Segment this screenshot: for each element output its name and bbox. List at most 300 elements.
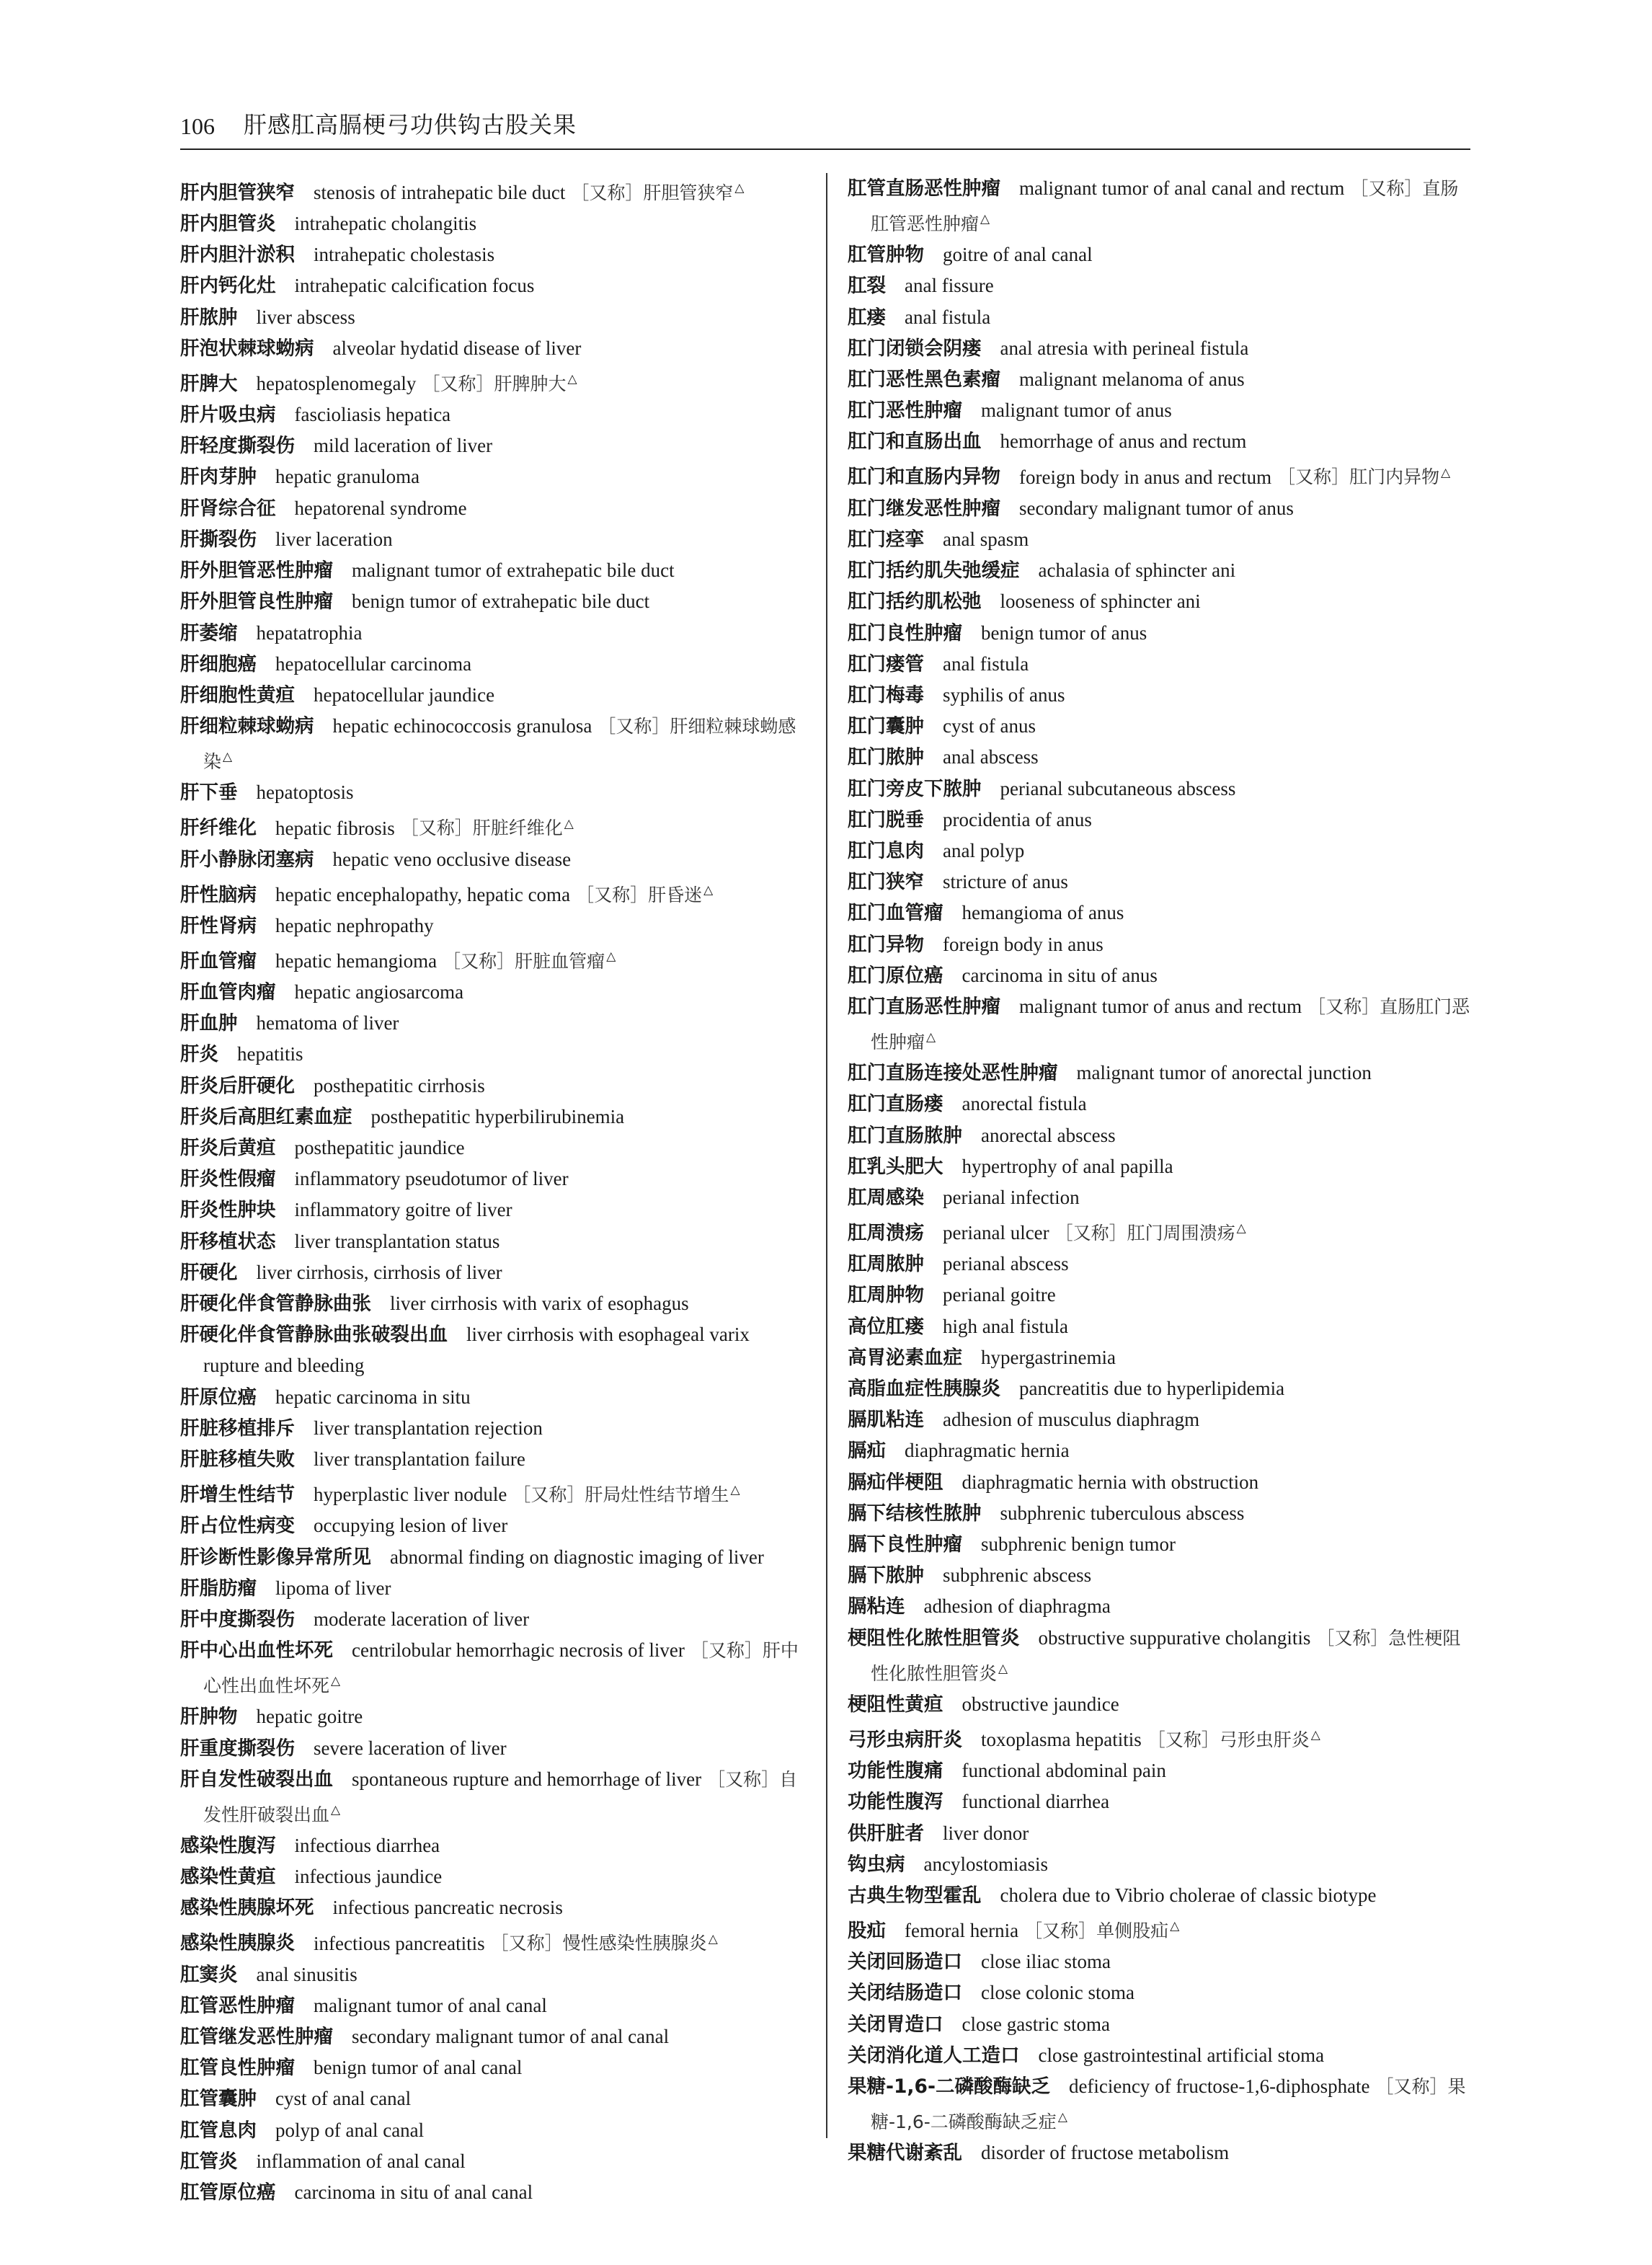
entry-english-term: infectious jaundice	[294, 1866, 443, 1888]
entry-english-term: close colonic stoma	[981, 1982, 1134, 2004]
glossary-entry	[848, 1689, 1475, 1720]
entry-chinese-term: 肛门和直肠出血	[848, 430, 982, 453]
entry-english-term: hematoma of liver	[256, 1012, 399, 1034]
entry-english-term: cyst of anus	[943, 715, 1036, 737]
entry-chinese-term: 肛门梅毒	[848, 683, 924, 706]
entry-chinese-term: 关闭消化道人工造口	[848, 2044, 1020, 2067]
entry-chinese-term: 肝外胆管恶性肿瘤	[180, 559, 333, 582]
glossary-entry	[180, 2177, 807, 2208]
entry-chinese-term: 感染性胰腺炎	[180, 1932, 295, 1955]
entry-chinese-term: 肝脓肿	[180, 306, 238, 329]
entry-alias: ［又称］自发性肝破裂出血	[203, 1768, 798, 1825]
triangle-mark-icon: △	[1236, 1221, 1246, 1236]
entry-alias: ［又称］肛门周围溃疡	[1054, 1223, 1235, 1244]
glossary-entry	[848, 1977, 1475, 2008]
glossary-entry	[180, 910, 807, 941]
entry-english-term: hyperplastic liver nodule	[314, 1484, 507, 1506]
entry-alias: ［又称］果糖-1,6-二磷酸酶缺乏症	[871, 2075, 1466, 2133]
entry-chinese-term: 肝原位癌	[180, 1386, 257, 1409]
entry-chinese-term: 肝轻度撕裂伤	[180, 435, 295, 458]
entry-chinese-term: 肝炎后肝硬化	[180, 1074, 295, 1097]
entry-alias: ［又称］急性梗阻性化脓性胆管炎	[871, 1627, 1461, 1684]
glossary-entry	[848, 1849, 1475, 1880]
glossary-entry	[180, 1226, 807, 1257]
entry-chinese-term: 钩虫病	[848, 1853, 905, 1876]
entry-english-term: close gastric stoma	[962, 2013, 1110, 2035]
entry-english-term: goitre of anal canal	[943, 244, 1093, 266]
entry-chinese-term: 肛周溃疡	[848, 1222, 924, 1245]
glossary-entry	[180, 1382, 807, 1413]
glossary-entry	[180, 2115, 807, 2146]
entry-chinese-term: 肛窦炎	[180, 1963, 238, 1986]
glossary-entry	[848, 1529, 1475, 1560]
entry-chinese-term: 古典生物型霍乱	[848, 1884, 982, 1907]
left-column	[180, 173, 807, 2208]
entry-alias: ［又称］肝细粒棘球蚴感染	[203, 716, 796, 773]
entry-english-term: alveolar hydatid disease of liver	[332, 337, 582, 359]
glossary-entry	[848, 1591, 1475, 1622]
entry-english-term: hepatic nephropathy	[275, 914, 434, 936]
glossary-entry	[180, 524, 807, 555]
glossary-entry	[180, 1861, 807, 1892]
glossary-entry	[180, 1510, 807, 1541]
entry-chinese-term: 肝硬化伴食管静脉曲张	[180, 1293, 371, 1316]
entry-chinese-term: 梗阻性化脓性胆管炎	[848, 1626, 1020, 1649]
glossary-entry	[180, 302, 807, 333]
entry-english-term: liver cirrhosis with esophageal varix rupture and bleeding	[203, 1324, 750, 1377]
entry-english-term: hepatic angiosarcoma	[294, 981, 464, 1003]
entry-english-term: foreign body in anus and rectum	[1019, 466, 1272, 488]
glossary-entry	[180, 208, 807, 239]
glossary-entry	[180, 1194, 807, 1225]
entry-english-term: disorder of fructose metabolism	[981, 2142, 1230, 2164]
glossary-entry	[180, 1288, 807, 1319]
entry-english-term: liver transplantation failure	[314, 1448, 525, 1471]
glossary-entry	[848, 1911, 1475, 1946]
entry-english-term: anal abscess	[943, 746, 1039, 768]
entry-english-term: close gastrointestinal artificial stoma	[1038, 2044, 1325, 2066]
entry-chinese-term: 肝移植状态	[180, 1230, 276, 1253]
glossary-entry	[848, 586, 1475, 617]
entry-english-term: cholera due to Vibrio cholerae of classic biotype	[1000, 1884, 1377, 1906]
entry-chinese-term: 肝细胞性黄疸	[180, 683, 295, 706]
entry-chinese-term: 肛门直肠连接处恶性肿瘤	[848, 1062, 1058, 1085]
entry-english-term: subphrenic benign tumor	[981, 1533, 1176, 1556]
entry-english-term: malignant tumor of anorectal junction	[1076, 1062, 1372, 1084]
glossary-entry	[848, 1151, 1475, 1182]
glossary-entry	[180, 1604, 807, 1635]
entry-alias: ［又称］弓形虫肝炎	[1147, 1729, 1310, 1750]
entry-chinese-term: 肛门囊肿	[848, 715, 924, 738]
page-header	[180, 107, 1470, 150]
entry-english-term: intrahepatic calcification focus	[294, 275, 535, 297]
glossary-entry	[848, 1342, 1475, 1373]
glossary-entry	[180, 1892, 807, 1923]
glossary-entry	[848, 1435, 1475, 1466]
entry-chinese-term: 肝脏移植失败	[180, 1448, 295, 1471]
entry-english-term: hypertrophy of anal papilla	[962, 1155, 1173, 1177]
entry-chinese-term: 膈下脓肿	[848, 1564, 924, 1587]
entry-chinese-term: 膈下良性肿瘤	[848, 1533, 962, 1556]
glossary-entry	[180, 1542, 807, 1573]
triangle-mark-icon: △	[730, 1483, 740, 1498]
entry-english-term: carcinoma in situ of anal canal	[294, 2181, 533, 2204]
glossary-entry	[848, 1786, 1475, 1817]
entry-english-term: liver abscess	[256, 306, 355, 328]
entry-chinese-term: 肝炎后黄疸	[180, 1137, 276, 1160]
entry-chinese-term: 肝重度撕裂伤	[180, 1737, 295, 1760]
glossary-entry	[848, 1058, 1475, 1089]
entry-chinese-term: 感染性腹泻	[180, 1835, 276, 1858]
entry-english-term: deficiency of fructose-1,6-diphosphate	[1068, 2075, 1370, 2097]
glossary-entry	[848, 1249, 1475, 1280]
glossary-entry	[848, 774, 1475, 805]
glossary-entry	[848, 426, 1475, 457]
entry-english-term: liver transplantation status	[294, 1230, 500, 1252]
entry-english-term: benign tumor of anal canal	[314, 2057, 523, 2079]
glossary-entry	[180, 461, 807, 492]
entry-english-term: anorectal fistula	[962, 1093, 1087, 1115]
entry-chinese-term: 肛门旁皮下脓肿	[848, 777, 982, 800]
glossary-entry	[180, 1924, 807, 1959]
glossary-entry	[848, 2040, 1475, 2071]
entry-chinese-term: 肝内胆管炎	[180, 213, 276, 236]
glossary-entry	[180, 430, 807, 461]
column-divider	[826, 173, 827, 2138]
glossary-entry	[180, 2146, 807, 2177]
entry-english-term: malignant tumor of anal canal and rectum	[1019, 177, 1345, 199]
glossary-entry	[848, 1404, 1475, 1435]
entry-alias: ［又称］肝脏纤维化	[400, 817, 563, 839]
entry-english-term: liver donor	[943, 1822, 1029, 1844]
entry-chinese-term: 肝硬化伴食管静脉曲张破裂出血	[180, 1324, 448, 1347]
entry-alias: ［又称］肝中心性出血性坏死	[203, 1640, 799, 1697]
entry-chinese-term: 肝脾大	[180, 372, 238, 395]
glossary-entry	[848, 1560, 1475, 1591]
entry-english-term: functional abdominal pain	[962, 1760, 1166, 1782]
entry-alias: ［又称］肝胆管狭窄	[571, 182, 734, 203]
entry-chinese-term: 感染性黄疸	[180, 1866, 276, 1889]
glossary-entry	[180, 1039, 807, 1070]
entry-chinese-term: 功能性腹痛	[848, 1760, 943, 1783]
entry-chinese-term: 肛门脱垂	[848, 808, 924, 831]
entry-chinese-term: 肛裂	[848, 275, 886, 298]
glossary-entry	[848, 1880, 1475, 1911]
entry-english-term: perianal ulcer	[943, 1222, 1049, 1244]
entry-chinese-term: 肛门直肠恶性肿瘤	[848, 995, 1000, 1018]
entry-english-term: liver cirrhosis, cirrhosis of liver	[256, 1261, 502, 1283]
triangle-mark-icon: △	[998, 1661, 1008, 1676]
entry-chinese-term: 肝性脑病	[180, 883, 257, 906]
entry-chinese-term: 肛周脓肿	[848, 1253, 924, 1276]
entry-english-term: hepatic granuloma	[275, 466, 420, 488]
entry-chinese-term: 肝下垂	[180, 781, 238, 805]
entry-chinese-term: 股疝	[848, 1919, 886, 1942]
entry-english-term: posthepatitic hyperbilirubinemia	[370, 1105, 625, 1127]
entry-chinese-term: 弓形虫病肝炎	[848, 1728, 962, 1751]
entry-alias: ［又称］肝局灶性结节增生	[512, 1484, 729, 1506]
entry-english-term: malignant tumor of anal canal	[314, 1994, 547, 2016]
glossary-entry	[848, 555, 1475, 586]
entry-chinese-term: 肛门异物	[848, 933, 924, 956]
entry-chinese-term: 肝占位性病变	[180, 1515, 295, 1538]
entry-english-term: inflammatory pseudotumor of liver	[294, 1168, 569, 1190]
entry-chinese-term: 膈疝伴梗阻	[848, 1471, 943, 1494]
triangle-mark-icon: △	[1310, 1728, 1320, 1743]
entry-english-term: perianal subcutaneous abscess	[1000, 777, 1236, 799]
entry-english-term: subphrenic tuberculous abscess	[1000, 1502, 1245, 1524]
entry-chinese-term: 梗阻性黄疸	[848, 1693, 943, 1716]
entry-chinese-term: 肛管良性肿瘤	[180, 2057, 295, 2080]
entry-chinese-term: 肝性肾病	[180, 914, 257, 937]
entry-chinese-term: 肛管囊肿	[180, 2088, 257, 2111]
entry-english-term: liver cirrhosis with varix of esophagus	[390, 1293, 689, 1315]
entry-chinese-term: 果糖-1,6-二磷酸酶缺乏	[848, 2075, 1050, 2098]
entry-chinese-term: 肛管直肠恶性肿瘤	[848, 177, 1000, 200]
entry-english-term: benign tumor of extrahepatic bile duct	[352, 590, 650, 613]
entry-english-term: hemorrhage of anus and rectum	[1000, 430, 1247, 453]
entry-english-term: femoral hernia	[905, 1919, 1019, 1941]
entry-english-term: perianal infection	[943, 1186, 1080, 1208]
glossary-entry	[848, 270, 1475, 301]
entry-chinese-term: 肛门直肠瘘	[848, 1093, 943, 1116]
entry-chinese-term: 肛管继发恶性肿瘤	[180, 2026, 333, 2049]
entry-english-term: obstructive suppurative cholangitis	[1038, 1626, 1311, 1649]
glossary-entry	[180, 2083, 807, 2114]
entry-chinese-term: 肛门恶性肿瘤	[848, 399, 962, 422]
entry-english-term: hypergastrinemia	[981, 1346, 1116, 1368]
entry-english-term: infectious pancreatic necrosis	[332, 1897, 563, 1919]
glossary-entry	[848, 1280, 1475, 1311]
entry-chinese-term: 肝肿物	[180, 1706, 238, 1729]
glossary-entry	[180, 2021, 807, 2052]
glossary-entry	[848, 333, 1475, 364]
glossary-entry	[848, 1498, 1475, 1529]
glossary-entry	[180, 618, 807, 649]
glossary-entry	[848, 524, 1475, 555]
glossary-entry	[848, 1120, 1475, 1151]
glossary-entry	[848, 2137, 1475, 2168]
entry-chinese-term: 肝细粒棘球蚴病	[180, 715, 314, 738]
entry-chinese-term: 肝炎后高胆红素血症	[180, 1105, 352, 1128]
entry-chinese-term: 肝内胆管狭窄	[180, 181, 295, 204]
glossary-entry	[180, 1635, 807, 1701]
entry-chinese-term: 关闭结肠造口	[848, 1982, 962, 2005]
triangle-mark-icon: △	[606, 949, 616, 965]
glossary-entry	[848, 364, 1475, 395]
glossary-entry	[848, 1213, 1475, 1249]
entry-chinese-term: 肛门恶性黑色素瘤	[848, 368, 1000, 391]
entry-english-term: centrilobular hemorrhagic necrosis of liver	[352, 1639, 685, 1662]
entry-english-term: hepatosplenomegaly	[256, 372, 417, 394]
glossary-entry	[180, 364, 807, 399]
entry-english-term: spontaneous rupture and hemorrhage of liver	[352, 1768, 702, 1790]
entry-english-term: inflammation of anal canal	[256, 2150, 466, 2172]
glossary-entry	[180, 844, 807, 875]
entry-chinese-term: 高脂血症性胰腺炎	[848, 1378, 1000, 1401]
entry-english-term: hemangioma of anus	[962, 902, 1124, 924]
triangle-mark-icon: △	[1441, 465, 1451, 480]
entry-english-term: anal atresia with perineal fistula	[1000, 337, 1249, 359]
entry-english-term: moderate laceration of liver	[314, 1608, 530, 1630]
entry-chinese-term: 肝自发性破裂出血	[180, 1768, 333, 1791]
entry-english-term: stricture of anus	[943, 871, 1068, 893]
entry-english-term: looseness of sphincter ani	[1000, 590, 1201, 613]
entry-chinese-term: 高位肛瘘	[848, 1315, 924, 1338]
entry-english-term: anorectal abscess	[981, 1124, 1116, 1146]
glossary-entry	[180, 1102, 807, 1132]
entry-chinese-term: 肝血管肉瘤	[180, 981, 276, 1004]
glossary-entry	[180, 809, 807, 844]
entry-english-term: hepatatrophia	[256, 621, 363, 644]
entry-english-term: diaphragmatic hernia with obstruction	[962, 1471, 1259, 1493]
entry-english-term: subphrenic abscess	[943, 1564, 1092, 1587]
entry-english-term: mild laceration of liver	[314, 435, 493, 457]
entry-english-term: lipoma of liver	[275, 1577, 391, 1599]
entry-english-term: hepatocellular carcinoma	[275, 652, 472, 675]
entry-english-term: perianal goitre	[943, 1284, 1056, 1306]
entry-alias: ［又称］直肠肛管恶性肿瘤	[871, 178, 1459, 235]
entry-english-term: anal spasm	[943, 528, 1029, 550]
entry-chinese-term: 肛门括约肌松弛	[848, 590, 982, 613]
entry-alias: ［又称］肝脾肿大	[422, 373, 567, 394]
glossary-entry	[180, 1959, 807, 1990]
entry-english-term: diaphragmatic hernia	[905, 1440, 1070, 1462]
entry-alias: ［又称］肝脏血管瘤	[443, 950, 605, 972]
glossary-entry	[180, 1163, 807, 1194]
entry-chinese-term: 膈下结核性脓肿	[848, 1502, 982, 1525]
glossary-entry	[180, 1830, 807, 1861]
entry-english-term: pancreatitis due to hyperlipidemia	[1019, 1378, 1285, 1400]
glossary-entry	[848, 991, 1475, 1058]
entry-english-term: hepatoptosis	[256, 781, 354, 804]
entry-english-term: intrahepatic cholestasis	[314, 244, 495, 266]
entry-english-term: toxoplasma hepatitis	[981, 1728, 1142, 1750]
entry-chinese-term: 功能性腹泻	[848, 1791, 943, 1814]
entry-english-term: hepatorenal syndrome	[294, 497, 467, 519]
entry-english-term: procidentia of anus	[943, 808, 1092, 830]
entry-chinese-term: 肝炎	[180, 1043, 218, 1066]
entry-chinese-term: 肛门括约肌失弛缓症	[848, 559, 1020, 582]
glossary-entry	[848, 618, 1475, 649]
glossary-entry	[180, 1132, 807, 1163]
glossary-entry	[180, 2052, 807, 2083]
running-title: 肝感肛高膈梗弓功供钩古股关果	[244, 111, 577, 138]
glossary-entry	[848, 1946, 1475, 1977]
glossary-entry	[848, 835, 1475, 866]
entry-chinese-term: 肝炎性假瘤	[180, 1168, 276, 1191]
entry-english-term: malignant tumor of anus and rectum	[1019, 995, 1302, 1017]
entry-chinese-term: 肛门息肉	[848, 839, 924, 862]
entry-english-term: hepatic goitre	[256, 1706, 363, 1728]
entry-english-term: hepatic echinococcosis granulosa	[332, 715, 592, 737]
entry-alias: ［又称］肛门内异物	[1277, 466, 1440, 488]
entry-english-term: hepatic carcinoma in situ	[275, 1386, 471, 1408]
entry-english-term: hepatocellular jaundice	[314, 683, 495, 706]
glossary-entry	[848, 1755, 1475, 1786]
entry-chinese-term: 肝炎性肿块	[180, 1199, 276, 1222]
entry-chinese-term: 肛瘘	[848, 306, 886, 329]
entry-chinese-term: 肝内胆汁淤积	[180, 244, 295, 267]
entry-english-term: hepatic encephalopathy, hepatic coma	[275, 883, 571, 905]
glossary-entry	[180, 1257, 807, 1288]
glossary-entry	[180, 1764, 807, 1830]
glossary-entry	[848, 458, 1475, 493]
glossary-entry	[180, 493, 807, 524]
glossary-entry	[848, 1623, 1475, 1689]
glossary-entry	[180, 1444, 807, 1475]
entry-chinese-term: 肝外胆管良性肿瘤	[180, 590, 333, 613]
entry-english-term: hepatic hemangioma	[275, 949, 438, 972]
entry-english-term: severe laceration of liver	[314, 1737, 507, 1759]
glossary-entry	[180, 1413, 807, 1444]
glossary-entry	[848, 493, 1475, 524]
triangle-mark-icon: △	[703, 882, 714, 897]
entry-chinese-term: 感染性胰腺坏死	[180, 1897, 314, 1920]
entry-english-term: anal fistula	[943, 652, 1029, 675]
entry-chinese-term: 肝脂肪瘤	[180, 1577, 257, 1600]
glossary-entry	[180, 1573, 807, 1604]
glossary-entry	[848, 805, 1475, 835]
triangle-mark-icon: △	[331, 1674, 341, 1689]
entry-chinese-term: 供肝脏者	[848, 1822, 924, 1845]
glossary-entry	[848, 1720, 1475, 1755]
entry-alias: ［又称］直肠肛门恶性肿瘤	[871, 996, 1470, 1052]
entry-chinese-term: 肛门狭窄	[848, 871, 924, 894]
entry-chinese-term: 肝纤维化	[180, 817, 257, 840]
entry-english-term: ancylostomiasis	[923, 1853, 1048, 1875]
glossary-entry	[848, 711, 1475, 742]
entry-chinese-term: 膈肌粘连	[848, 1409, 924, 1432]
entry-chinese-term: 肛管恶性肿瘤	[180, 1994, 295, 2017]
entry-chinese-term: 肛门血管瘤	[848, 902, 943, 925]
entry-chinese-term: 肝撕裂伤	[180, 528, 257, 551]
entry-chinese-term: 肛门原位癌	[848, 964, 943, 987]
entry-chinese-term: 肝肉芽肿	[180, 466, 257, 489]
entry-chinese-term: 肝泡状棘球蚴病	[180, 337, 314, 360]
entry-english-term: carcinoma in situ of anus	[962, 964, 1158, 986]
glossary-entry	[180, 649, 807, 680]
triangle-mark-icon: △	[734, 181, 745, 195]
entry-english-term: hepatic veno occlusive disease	[332, 848, 572, 870]
entry-english-term: liver transplantation rejection	[314, 1417, 543, 1439]
entry-chinese-term: 肝中心出血性坏死	[180, 1639, 333, 1662]
entry-english-term: secondary malignant tumor of anus	[1019, 497, 1294, 519]
entry-chinese-term: 肛门良性肿瘤	[848, 621, 962, 644]
glossary-entry	[848, 649, 1475, 680]
triangle-mark-icon: △	[926, 1030, 936, 1045]
entry-english-term: posthepatitic jaundice	[294, 1137, 465, 1159]
entry-chinese-term: 膈粘连	[848, 1595, 905, 1618]
entry-chinese-term: 肝硬化	[180, 1261, 238, 1284]
entry-chinese-term: 肛管炎	[180, 2150, 238, 2173]
entry-chinese-term: 肛门痉挛	[848, 528, 924, 551]
entry-english-term: foreign body in anus	[943, 933, 1103, 955]
glossary-entry	[848, 897, 1475, 928]
entry-chinese-term: 肛门闭锁会阴瘘	[848, 337, 982, 360]
entry-english-term: fascioliasis hepatica	[294, 404, 451, 426]
entry-english-term: close iliac stoma	[981, 1951, 1111, 1973]
entry-english-term: anal sinusitis	[256, 1963, 358, 1985]
glossary-entry	[180, 586, 807, 617]
triangle-mark-icon: △	[223, 750, 233, 765]
triangle-mark-icon: △	[1057, 2110, 1067, 2125]
entry-english-term: benign tumor of anus	[981, 621, 1147, 644]
entry-english-term: syphilis of anus	[943, 683, 1065, 706]
entry-chinese-term: 肛乳头肥大	[848, 1155, 943, 1178]
glossary-entry	[848, 2071, 1475, 2137]
triangle-mark-icon: △	[1170, 1919, 1180, 1934]
